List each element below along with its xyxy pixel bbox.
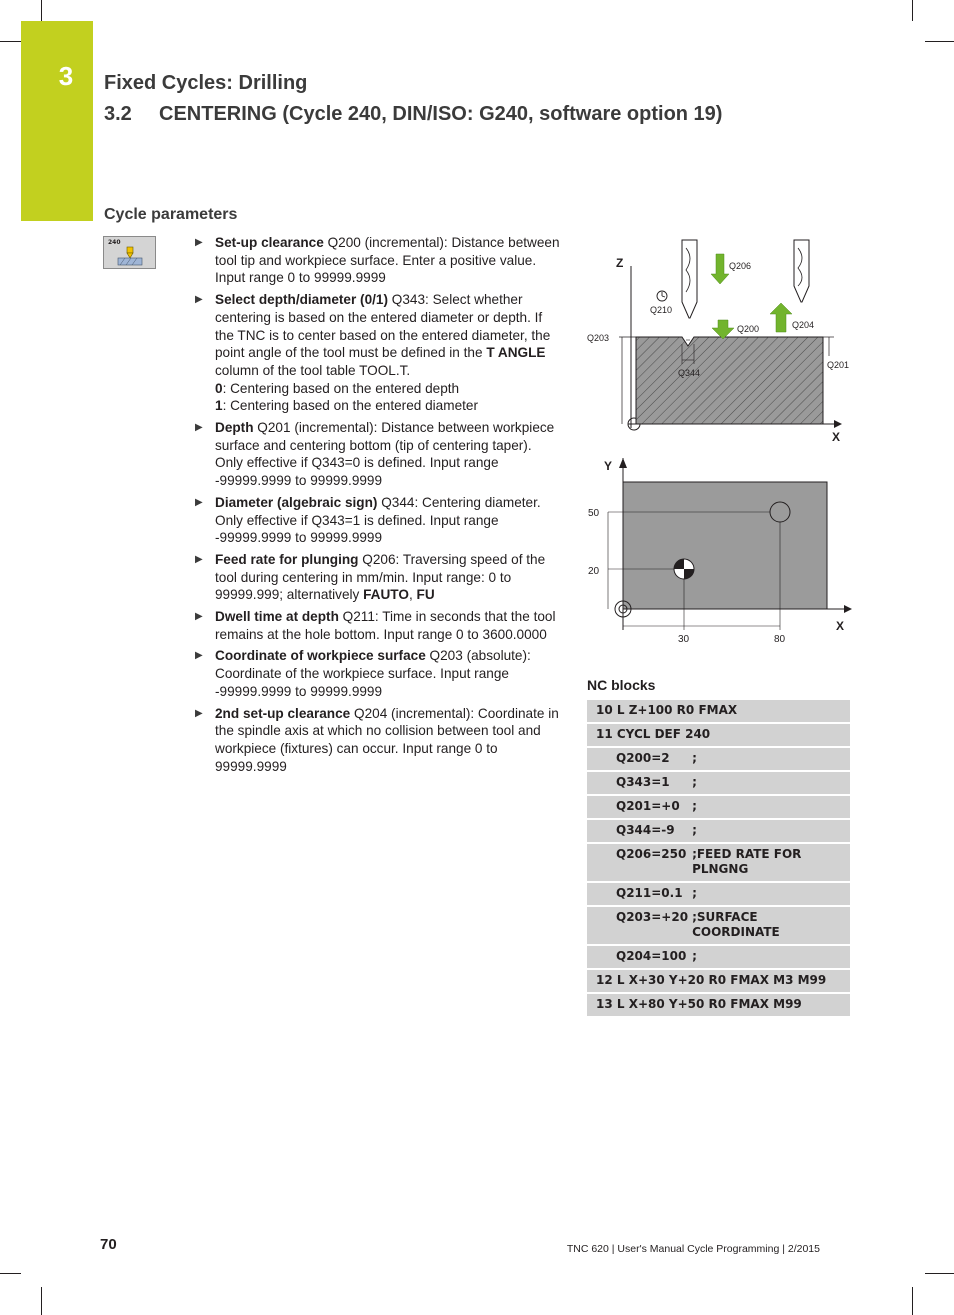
param-name: Set-up clearance	[215, 235, 324, 250]
nc-param-code: Q211=0.1	[587, 882, 692, 906]
nc-param-comment: ;	[692, 771, 850, 795]
q203-label: Q203	[587, 333, 610, 343]
hole-position-icon	[770, 502, 790, 522]
nc-param-code: Q201=+0	[587, 795, 692, 819]
parameter-list	[195, 234, 563, 779]
nc-param-comment: ;FEED RATE FOR PLNGNG	[692, 843, 850, 882]
option-key: 0	[215, 380, 223, 396]
page-number: 70	[100, 1236, 117, 1253]
nc-row	[587, 819, 850, 843]
feed-arrow-icon	[711, 254, 729, 284]
nc-row	[587, 795, 850, 819]
nc-param-comment: ;	[692, 747, 850, 771]
nc-param-comment: ;SURFACE COORDINATE	[692, 906, 850, 945]
param-item	[195, 608, 563, 643]
x-axis-arrow-icon	[834, 420, 842, 428]
crop-mark	[41, 0, 42, 21]
x-axis-arrow-icon	[844, 605, 852, 613]
centering-diagram	[582, 236, 854, 656]
param-keyword: FU	[416, 587, 435, 603]
crop-mark	[41, 1287, 42, 1315]
nc-param-code: Q203=+20	[587, 906, 692, 945]
param-keyword: FAUTO	[363, 587, 409, 603]
y-axis-arrow-icon	[619, 458, 627, 468]
chapter-number: 3	[58, 61, 74, 91]
workpiece-plan	[623, 482, 827, 609]
option-text: : Centering based on the entered depth	[222, 380, 460, 396]
x-axis-label: X	[832, 430, 841, 444]
nc-row	[587, 969, 850, 993]
nc-param-code: Q344=-9	[587, 819, 692, 843]
nc-row	[587, 843, 850, 882]
nc-param-code: Q206=250	[587, 843, 692, 882]
nc-row	[587, 882, 850, 906]
bullet-triangle-icon: ▶	[195, 611, 203, 623]
param-name: Depth	[215, 420, 254, 436]
param-item	[195, 419, 563, 490]
param-item	[195, 234, 563, 287]
chapter-tab	[21, 21, 93, 221]
nc-param-comment: ;	[692, 795, 850, 819]
param-text: Q201 (incremental): Distance between workpiece surface and centering bottom (tip of centering taper). Only effective if Q343=0 is defined. Input range -99999.9999 to 99999.9999	[215, 420, 555, 489]
nc-block-text: 10 L Z+100 R0 FMAX	[587, 700, 850, 723]
param-name: Coordinate of workpiece surface	[215, 648, 426, 664]
section-title: CENTERING (Cycle 240, DIN/ISO: G240, software option 19)	[159, 103, 723, 125]
param-keyword: T ANGLE	[486, 345, 546, 361]
nc-row	[587, 700, 850, 723]
nc-param-comment: ;	[692, 882, 850, 906]
q210-label: Q210	[650, 305, 673, 315]
y-dim-20: 20	[588, 566, 600, 577]
nc-param-comment: ;	[692, 819, 850, 843]
crop-mark	[925, 41, 954, 42]
param-item	[195, 291, 563, 415]
retract-arrow-icon	[770, 303, 792, 332]
centering-tool-icon	[104, 237, 155, 268]
centering-tool-icon	[794, 240, 809, 302]
cycle-240-icon	[103, 236, 156, 269]
nc-param-code: Q200=2	[587, 747, 692, 771]
nc-block-text: 11 CYCL DEF 240	[587, 723, 850, 747]
crop-mark	[912, 1287, 913, 1315]
y-dim-50: 50	[588, 508, 600, 519]
param-name: 2nd set-up clearance	[215, 705, 351, 721]
q344-label: Q344	[678, 368, 701, 378]
crop-mark	[0, 41, 21, 42]
param-text: Q211: Time in seconds that the tool remains at the hole bottom. Input range 0 to 3600.0000	[215, 609, 556, 642]
nc-row	[587, 747, 850, 771]
bullet-triangle-icon: ▶	[195, 422, 203, 434]
q206-label: Q206	[729, 261, 752, 271]
option-key: 1	[215, 398, 223, 414]
q201-label: Q201	[827, 360, 850, 370]
bullet-triangle-icon: ▶	[195, 553, 203, 565]
param-name: Diameter (algebraic sign)	[215, 494, 378, 510]
footer-text: TNC 620 | User's Manual Cycle Programming | 2/2015	[566, 1243, 820, 1255]
param-text: Q343: Select whether centering is based on the entered diameter or depth. If the TNC is to center based on the entered diameter, the point angle of the tool must be defined in the	[215, 292, 551, 361]
x-dim-80: 80	[774, 634, 786, 645]
chapter-title: Fixed Cycles: Drilling	[104, 72, 308, 94]
cycle-icon-label: 240	[108, 239, 121, 246]
nc-row	[587, 906, 850, 945]
param-item	[195, 551, 563, 604]
param-text: Q206: Traversing speed of the tool during centering in mm/min. Input range: 0 to 99999.999; alternatively	[215, 551, 546, 603]
q204-label: Q204	[792, 320, 815, 330]
param-name: Dwell time at depth	[215, 609, 339, 625]
z-axis-label: Z	[616, 256, 624, 270]
nc-param-code: Q204=100	[587, 945, 692, 969]
section-heading	[104, 103, 722, 126]
nc-param-comment: ;	[692, 945, 850, 969]
param-text: column of the tool table TOOL.T.	[215, 362, 411, 378]
param-text: Q203 (absolute): Coordinate of the workpiece surface. Input range -99999.9999 to 99999.9999	[215, 648, 531, 699]
x-axis-label: X	[836, 619, 845, 633]
nc-row	[587, 723, 850, 747]
crop-mark	[925, 1273, 954, 1274]
param-item	[195, 647, 563, 700]
param-text: Q200 (incremental): Distance between tool tip and workpiece surface. Enter a positive value. Input range 0 to 99999.9999	[215, 235, 560, 286]
crop-mark	[912, 0, 913, 21]
bullet-triangle-icon: ▶	[195, 294, 203, 306]
workpiece-section	[636, 337, 823, 424]
nc-row	[587, 771, 850, 795]
nc-blocks-title: NC blocks	[587, 677, 656, 693]
side-view	[587, 240, 849, 444]
plan-view	[588, 458, 852, 645]
param-text: Q344: Centering diameter. Only effective if Q343=1 is defined. Input range -99999.9999 to 99999.9999	[215, 494, 541, 546]
y-axis-label: Y	[604, 459, 613, 473]
param-text: Q204 (incremental): Coordinate in the spindle axis at which no collision between tool and workpiece (fixtures) can occur. Input range 0 to 99999.9999	[215, 705, 559, 774]
nc-row	[587, 945, 850, 969]
param-item	[195, 494, 563, 547]
crop-mark	[0, 1273, 21, 1274]
section-number: 3.2	[104, 103, 132, 125]
cycle-parameters-heading: Cycle parameters	[104, 206, 238, 223]
nc-param-code: Q343=1	[587, 771, 692, 795]
q200-label: Q200	[737, 324, 760, 334]
nc-block-text: 12 L X+30 Y+20 R0 FMAX M3 M99	[587, 969, 850, 993]
bullet-triangle-icon: ▶	[195, 496, 203, 508]
nc-blocks-table	[587, 700, 850, 1018]
centering-tool-icon	[682, 240, 697, 318]
option-text: : Centering based on the entered diameter	[222, 398, 478, 414]
nc-row	[587, 993, 850, 1017]
plunge-arrow-icon	[712, 320, 734, 339]
param-name: Feed rate for plunging	[215, 551, 359, 567]
bullet-triangle-icon: ▶	[195, 707, 203, 719]
param-name: Select depth/diameter (0/1)	[215, 292, 388, 308]
param-item	[195, 705, 563, 776]
param-separator: ,	[408, 587, 417, 603]
nc-block-text: 13 L X+80 Y+50 R0 FMAX M99	[587, 993, 850, 1017]
x-dim-30: 30	[678, 634, 690, 645]
bullet-triangle-icon: ▶	[195, 237, 203, 248]
bullet-triangle-icon: ▶	[195, 650, 203, 662]
